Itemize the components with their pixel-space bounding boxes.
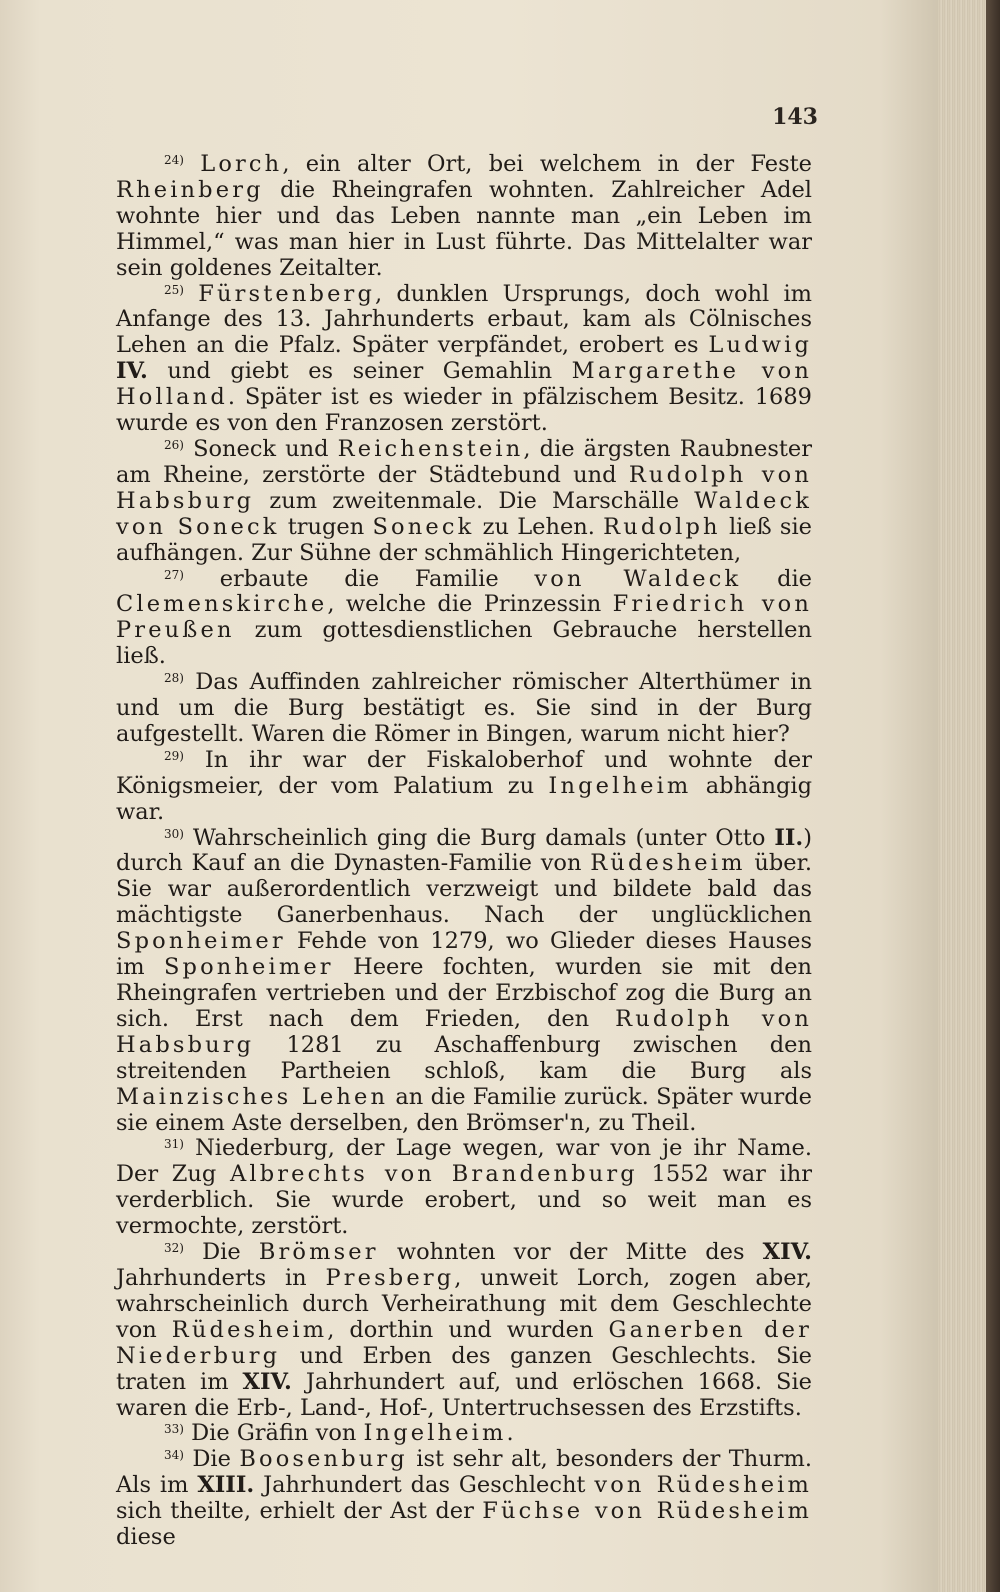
footnote-text: ist sehr alt, besonders der Thurm. Als im	[116, 1446, 812, 1499]
footnote-text: und giebt es seiner Gemahlin	[147, 358, 572, 385]
footnote	[116, 826, 812, 1137]
footnote-text: trugen	[279, 513, 373, 540]
footnote	[116, 1447, 812, 1551]
footnote-text: , welche die Prinzessin	[327, 591, 613, 618]
footnote-text: die Rheingrafen wohnten. Zahlreicher Adel wohnte hier und das Leben nannte man „ein Leben im Himmel,“ was man hier in Lust führte. Das Mittelalter war sein goldenes Zeitalter.	[116, 176, 812, 281]
spaced-name: Waldeck von Soneck	[116, 487, 812, 540]
spaced-name: Rudolph von Habsburg	[116, 1005, 812, 1058]
footnote-text: diese	[116, 1524, 176, 1551]
footnote-text: Jahrhundert das Geschlecht	[254, 1472, 595, 1499]
footnote	[116, 1421, 812, 1447]
spaced-name: Soneck	[372, 513, 475, 540]
footnote-text: zu Lehen.	[474, 513, 604, 540]
footnote-text: Fehde von 1279, wo Glieder dieses Hauses im	[116, 928, 812, 981]
footnote-text: Die	[192, 1446, 240, 1473]
footnote	[116, 282, 812, 437]
footnote-mark: 29)	[164, 748, 184, 763]
spaced-name: Friedrich von Preußen	[116, 591, 812, 644]
footnote-mark: 31)	[164, 1137, 184, 1152]
footnote-text: , dunklen Ursprungs, doch wohl im Anfange des 13. Jahrhunderts erbaut, kam als Cölnisches Lehen an die Pfalz. Später verpfändet, erobert es	[116, 280, 813, 359]
footnotes-block	[116, 152, 812, 1551]
footnote-text: Die Gräfin von	[191, 1420, 364, 1447]
footnote	[116, 567, 812, 671]
footnote-text: , die ärgsten Raubnester am Rheine, zerstörte der Städtebund und	[116, 435, 812, 488]
spaced-name: Ingelheim	[548, 772, 692, 799]
bold-numeral: XIII.	[197, 1472, 255, 1499]
bold-numeral: XIV.	[242, 1368, 292, 1395]
spaced-name: Boosenburg	[239, 1446, 408, 1473]
spaced-name: Ingelheim	[363, 1420, 507, 1447]
footnote-text: abhängig war.	[116, 772, 812, 825]
page-number: 143	[772, 104, 818, 130]
footnote-text: ließ sie aufhängen. Zur Sühne der schmählich Hingerichteten,	[116, 513, 812, 566]
spaced-name: Brömser	[258, 1239, 379, 1266]
footnote-text: , ein alter Ort, bei welchem in der Feste	[282, 151, 812, 177]
spaced-name: Clemenskirche	[116, 591, 328, 618]
footnote-text: Jahrhunderts in	[116, 1264, 326, 1291]
spaced-name: Margarethe von Holland	[116, 358, 812, 411]
spaced-name: Rheinberg	[116, 176, 264, 203]
spaced-name: Rudolph	[603, 513, 721, 540]
bold-numeral: IV.	[116, 358, 148, 385]
footnote-text: zum zweitenmale. Die Marschälle	[254, 487, 695, 514]
spaced-name: von Rüdesheim	[594, 1472, 813, 1499]
spaced-name: Rüdesheim	[171, 1316, 328, 1343]
footnote-text: an die Familie zurück. Später wurde sie einem Aste derselben, den Brömser'n, zu Theil.	[116, 1083, 812, 1136]
spaced-name: Albrechts von Brandenburg	[229, 1161, 638, 1188]
spaced-name: Reichenstein	[337, 435, 524, 462]
footnote	[116, 1240, 812, 1421]
footnote	[116, 670, 812, 748]
footnote-text: 1552 war ihr verderblich. Sie wurde erobert, und so weit man es vermochte, zerstört.	[116, 1161, 812, 1240]
footnote-mark: 30)	[164, 826, 184, 841]
footnote-mark: 34)	[164, 1448, 184, 1463]
footnote-text: In ihr war der Fiskaloberhof und wohnte der Königsmeier, der vom Palatium zu	[116, 746, 812, 799]
spaced-name: von Waldeck	[534, 565, 742, 592]
footnote-mark: 24)	[164, 153, 184, 167]
footnote-text: . Später ist es wieder in pfälzischem Besitz. 1689 wurde es von den Franzosen zerstört.	[116, 384, 812, 437]
footnote	[116, 1136, 812, 1240]
spaced-name: Mainzisches Lehen	[116, 1083, 389, 1110]
footnote-text: sich theilte, erhielt der Ast der	[116, 1498, 483, 1525]
footnote-text: .	[506, 1420, 514, 1447]
footnote-text: Die	[202, 1239, 259, 1266]
bold-numeral: XIV.	[762, 1239, 813, 1266]
footnote-text: 1281 zu Aschaffenburg zwischen den streitenden Partheien schloß, kam die Burg als	[116, 1031, 812, 1084]
spaced-name: Rudolph von Habsburg	[116, 461, 813, 514]
footnote-text: , dorthin und wurden	[327, 1316, 609, 1343]
footnote-text: Soneck und	[193, 435, 338, 462]
bold-numeral: II.	[774, 824, 804, 851]
footnote-text: über. Sie war außerordentlich verzweigt und bildete bald das mächtigste Ganerbenhaus. Nach der unglücklichen	[116, 850, 812, 929]
footnote-mark: 26)	[164, 437, 184, 452]
spaced-name: Sponheimer	[163, 954, 334, 981]
spaced-name: Sponheimer	[116, 928, 286, 955]
footnote-mark: 25)	[164, 282, 184, 297]
spaced-name: Fürstenberg	[198, 280, 375, 307]
footnote-text: und Erben des ganzen Geschlechts. Sie traten im	[116, 1342, 812, 1395]
footnote-text: Niederburg, der Lage wegen, war von je ihr Name. Der Zug	[116, 1135, 812, 1188]
spaced-name: Füchse von Rüdesheim	[482, 1498, 812, 1525]
footnote-mark: 32)	[164, 1241, 184, 1256]
footnote-text: Das Auffinden zahlreicher römischer Alterthümer in und um die Burg bestätigt es. Sie sind in der Burg aufgestellt. Waren die Römer in Bingen, warum nicht hier?	[116, 669, 812, 747]
footnote-text: ) durch Kauf an die Dynasten-Familie von	[116, 824, 813, 877]
footnote-text: die	[741, 565, 812, 592]
footnote-text: wohnten vor der Mitte des	[378, 1239, 763, 1266]
footnote-text: , unweit Lorch, zogen aber, wahrscheinlich durch Verheirathung mit dem Geschlechte von	[116, 1264, 812, 1343]
footnote-text: zum gottesdienstlichen Gebrauche herstellen ließ.	[116, 617, 812, 670]
spaced-name: Ganerben der Niederburg	[116, 1316, 812, 1369]
footnote-mark: 28)	[164, 671, 184, 686]
footnote-text: erbaute die Familie	[219, 565, 535, 592]
spaced-name: Rüdesheim	[590, 850, 746, 877]
footnote-mark: 27)	[164, 567, 184, 582]
spaced-name: Presberg	[325, 1264, 455, 1291]
spaced-name: Ludwig	[708, 332, 812, 359]
binding-shadow	[986, 0, 1000, 1592]
footnote-text: Jahrhundert auf, und erlöschen 1668. Sie waren die Erb-, Land-, Hof-, Untertruchsessen des Erzstifts.	[116, 1368, 812, 1421]
footnote-text: Wahrscheinlich ging die Burg damals (unter Otto	[192, 824, 775, 851]
footnote	[116, 152, 812, 282]
footnote-mark: 33)	[164, 1422, 184, 1437]
footnote-text: Heere fochten, wurden sie mit den Rheingrafen vertrieben und der Erzbischof zog die Burg an sich. Erst nach dem Frieden, den	[116, 954, 813, 1032]
footnote	[116, 437, 812, 567]
spaced-name: Lorch	[200, 151, 283, 177]
footnote	[116, 748, 812, 826]
